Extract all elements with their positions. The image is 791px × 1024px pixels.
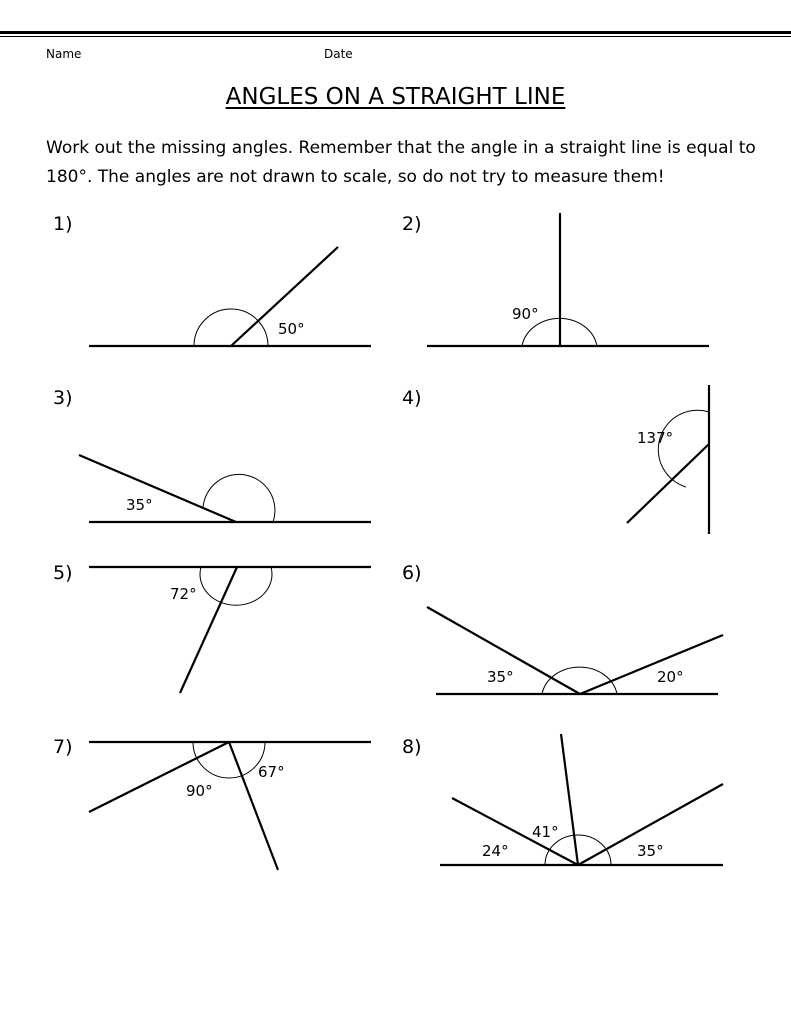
arc-4 — [658, 410, 709, 487]
angle-label-5a: 72° — [170, 585, 197, 603]
arc-7 — [193, 742, 265, 778]
date-label: Date — [324, 47, 353, 61]
diagram-7 — [89, 742, 371, 870]
diagram-3 — [79, 455, 371, 522]
diagram-1 — [89, 247, 371, 346]
instructions-text: Work out the missing angles. Remember that the angle in a straight line is equal to 180°. The angles are not drawn to scale, so do not try to measure them! — [46, 138, 756, 187]
name-label: Name — [46, 47, 82, 61]
arc-5 — [200, 567, 272, 605]
ray-6b — [580, 635, 723, 694]
ray-8b — [561, 734, 578, 865]
angle-label-8c: 35° — [637, 842, 664, 860]
ray-3 — [79, 455, 236, 522]
question-number-6: 6) — [402, 562, 422, 584]
angle-label-1a: 50° — [278, 320, 305, 338]
question-number-5: 5) — [53, 562, 73, 584]
arc-6 — [542, 667, 617, 694]
arc-1 — [194, 309, 268, 346]
angle-label-6b: 20° — [657, 668, 684, 686]
ray-7a — [89, 742, 229, 812]
diagram-2 — [427, 213, 709, 346]
angle-label-6a: 35° — [487, 668, 514, 686]
diagram-5 — [89, 567, 371, 693]
arc-3 — [203, 474, 275, 522]
angle-label-4a: 137° — [637, 429, 674, 447]
question-number-8: 8) — [402, 736, 422, 758]
angle-label-2a: 90° — [512, 305, 539, 323]
question-number-7: 7) — [53, 736, 73, 758]
angle-label-8b: 41° — [532, 823, 559, 841]
question-number-4: 4) — [402, 387, 422, 409]
diagram-6 — [427, 607, 723, 694]
ray-8a — [452, 798, 578, 865]
question-number-1: 1) — [53, 213, 73, 235]
ray-4 — [627, 444, 709, 523]
diagram-8 — [440, 734, 723, 865]
page-title: ANGLES ON A STRAIGHT LINE — [225, 84, 566, 110]
angle-label-7b: 67° — [258, 763, 285, 781]
question-number-2: 2) — [402, 213, 422, 235]
ray-7b — [229, 742, 278, 870]
angle-label-8a: 24° — [482, 842, 509, 860]
angle-label-7a: 90° — [186, 782, 213, 800]
question-number-3: 3) — [53, 387, 73, 409]
diagram-4 — [627, 385, 709, 534]
angle-label-3a: 35° — [126, 496, 153, 514]
